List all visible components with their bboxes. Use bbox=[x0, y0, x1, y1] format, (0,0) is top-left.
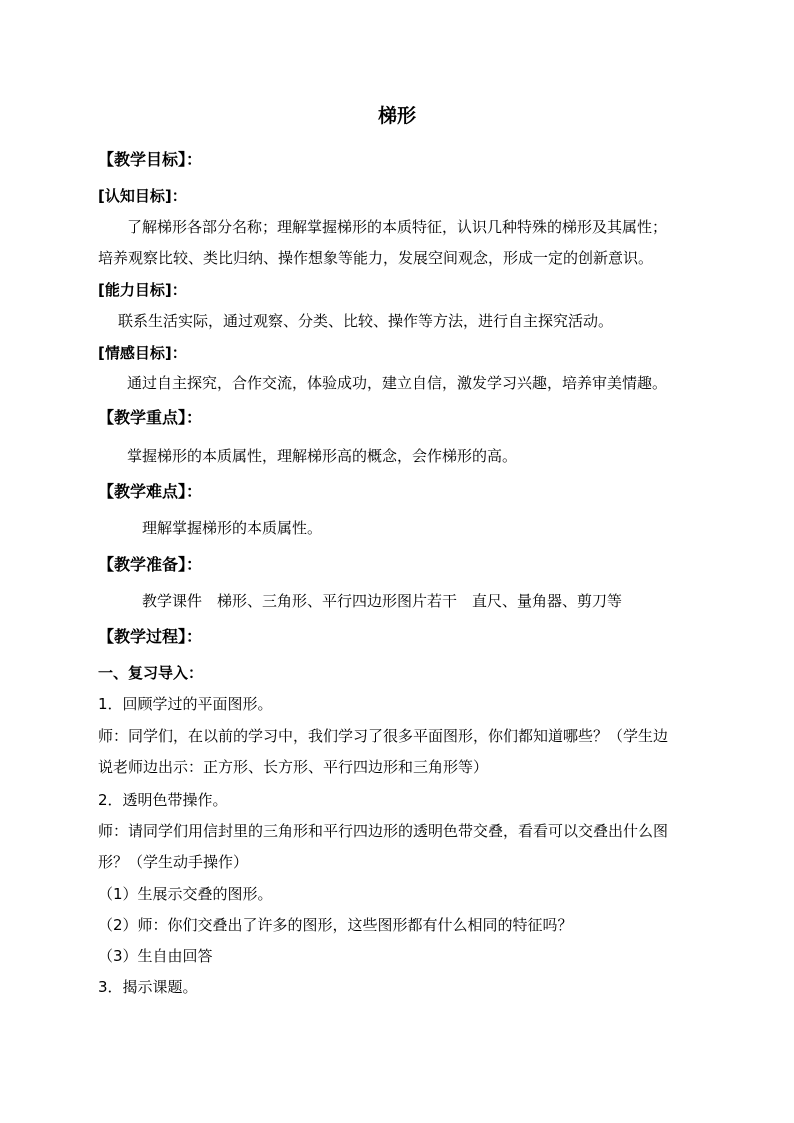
process-step-1-text-line-2: 说老师边出示：正方形、长方形、平行四边形和三角形等） bbox=[98, 758, 489, 776]
cognitive-objective-line-1: 了解梯形各部分名称；理解掌握梯形的本质特征，认识几种特殊的梯形及其属性； bbox=[127, 218, 668, 236]
process-item-2: （2）师：你们交叠出了许多的图形，这些图形都有什么相同的特征吗？ bbox=[98, 916, 573, 934]
cognitive-objective-line-2: 培养观察比较、类比归纳、操作想象等能力，发展空间观念，形成一定的创新意识。 bbox=[98, 249, 654, 267]
process-step-2-text-line-2: 形？（学生动手操作） bbox=[98, 853, 249, 871]
ability-objective-text: 联系生活实际，通过观察、分类、比较、操作等方法，进行自主探究活动。 bbox=[118, 312, 614, 330]
objectives-heading: 【教学目标】： bbox=[98, 150, 203, 169]
process-heading: 【教学过程】： bbox=[98, 627, 203, 646]
process-step-2: 2．透明色带操作。 bbox=[98, 791, 228, 809]
preparation-heading: 【教学准备】： bbox=[98, 555, 203, 574]
cognitive-objective-label: [认知目标]： bbox=[98, 187, 187, 205]
process-section-1: 一、复习导入： bbox=[98, 664, 204, 682]
process-item-3: （3）生自由回答 bbox=[98, 947, 213, 965]
process-step-1: 1．回顾学过的平面图形。 bbox=[98, 695, 273, 713]
difficulties-text: 理解掌握梯形的本质属性。 bbox=[142, 519, 323, 537]
key-points-text: 掌握梯形的本质属性，理解梯形高的概念，会作梯形的高。 bbox=[127, 447, 518, 465]
page-title: 梯形 bbox=[377, 105, 416, 127]
difficulties-heading: 【教学难点】： bbox=[98, 482, 203, 501]
process-item-1: （1）生展示交叠的图形。 bbox=[98, 885, 273, 903]
process-step-2-text-line-1: 师：请同学们用信封里的三角形和平行四边形的透明色带交叠，看看可以交叠出什么图 bbox=[98, 822, 669, 840]
emotion-objective-label: [情感目标]： bbox=[98, 344, 187, 362]
ability-objective-label: [能力目标]： bbox=[98, 281, 187, 299]
preparation-text: 教学课件 梯形、三角形、平行四边形图片若干 直尺、量角器、剪刀等 bbox=[142, 592, 623, 610]
process-step-3: 3．揭示课题。 bbox=[98, 978, 198, 996]
process-step-1-text-line-1: 师：同学们，在以前的学习中，我们学习了很多平面图形，你们都知道哪些？（学生边 bbox=[98, 727, 669, 745]
emotion-objective-text: 通过自主探究，合作交流，体验成功，建立自信，激发学习兴趣，培养审美情趣。 bbox=[127, 374, 668, 392]
key-points-heading: 【教学重点】： bbox=[98, 408, 203, 427]
